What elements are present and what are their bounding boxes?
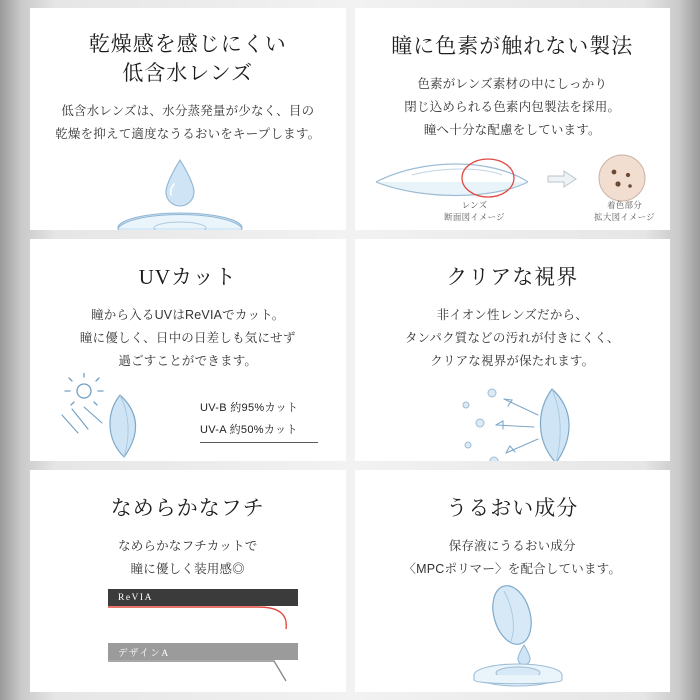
edge-curve-design-a: [108, 659, 298, 685]
feature-grid: [30, 8, 670, 692]
lens-icon: [541, 389, 570, 461]
card-body: 保存液にうるおい成分 〈MPCポリマー〉を配合しています。: [403, 538, 622, 577]
contact-lens-icon: [118, 213, 242, 230]
illustration-edge-comparison: [30, 581, 346, 692]
uv-b-label: UV-B 約95%カット: [200, 402, 299, 415]
arrow-icon: [548, 171, 576, 187]
water-droplet-icon: [166, 160, 194, 206]
lens-icon: [110, 395, 136, 457]
illustration-sun-and-lens: [30, 373, 346, 461]
sun-icon: [65, 373, 103, 405]
illustration-protein-repel-lens: [355, 373, 671, 461]
card-title: 瞳に色素が触れない製法: [391, 34, 634, 58]
caption-pigment: 着色部分 拡大図イメージ: [594, 200, 655, 222]
brand-bar-revia: ReVIA: [108, 589, 298, 606]
card-body: なめらかなフチカットで 瞳に優しく装用感◎: [118, 538, 258, 577]
pigment-zoom-icon: [599, 155, 645, 201]
card-body: 色素がレンズ素材の中にしっかり 閉じ込められる色素内包製法を採用。 瞳へ十分な配慮をしています。: [404, 76, 621, 138]
caption-lens: レンズ 断面図イメージ: [444, 200, 505, 222]
card-body: 瞳から入るUVはReVIAでカット。 瞳に優しく、日中の日差しも気にせず 過ごすことができます。: [79, 307, 296, 369]
illustration-droplet-on-lens: [30, 146, 346, 230]
uv-underline: [200, 442, 318, 443]
illustration-lens-on-case: [355, 581, 671, 692]
edge-curve-revia: [108, 605, 298, 631]
card-title: うるおい成分: [446, 496, 579, 520]
card-title: 乾燥感を感じにくい 低含水レンズ: [88, 32, 287, 85]
feature-card-moisture-ingredient: [355, 470, 671, 692]
uv-a-label: UV-A 約50%カット: [200, 424, 298, 437]
card-body: 低含水レンズは、水分蒸発量が少なく、目の 乾燥を抑えて適度なうるおいをキープします。: [55, 103, 321, 142]
card-title: クリアな視界: [446, 265, 579, 289]
uv-rays-icon: [62, 407, 102, 433]
repel-arrows-icon: [496, 399, 538, 453]
illustration-lens-cross-section: [355, 142, 671, 230]
edge-row-revia: [108, 589, 298, 631]
protein-particles-icon: [463, 389, 498, 461]
lens-icon: [487, 581, 538, 649]
feature-card-clear-vision: [355, 239, 671, 461]
card-title: UVカット: [138, 265, 237, 289]
feature-card-pigment-sandwich: [355, 8, 671, 230]
lens-case-icon: [474, 664, 562, 686]
edge-row-design-a: [108, 643, 298, 685]
feature-card-uv-cut: [30, 239, 346, 461]
card-body: 非イオン性レンズだから、 タンパク質などの汚れが付きにくく、 クリアな視界が保たれます。: [404, 307, 620, 369]
droplet-icon: [518, 645, 530, 665]
feature-card-low-water-lens: [30, 8, 346, 230]
feature-card-smooth-edge: [30, 470, 346, 692]
brand-bar-design-a: デザインA: [108, 643, 298, 660]
lens-section-icon: [376, 159, 528, 197]
card-title: なめらかなフチ: [110, 496, 265, 520]
